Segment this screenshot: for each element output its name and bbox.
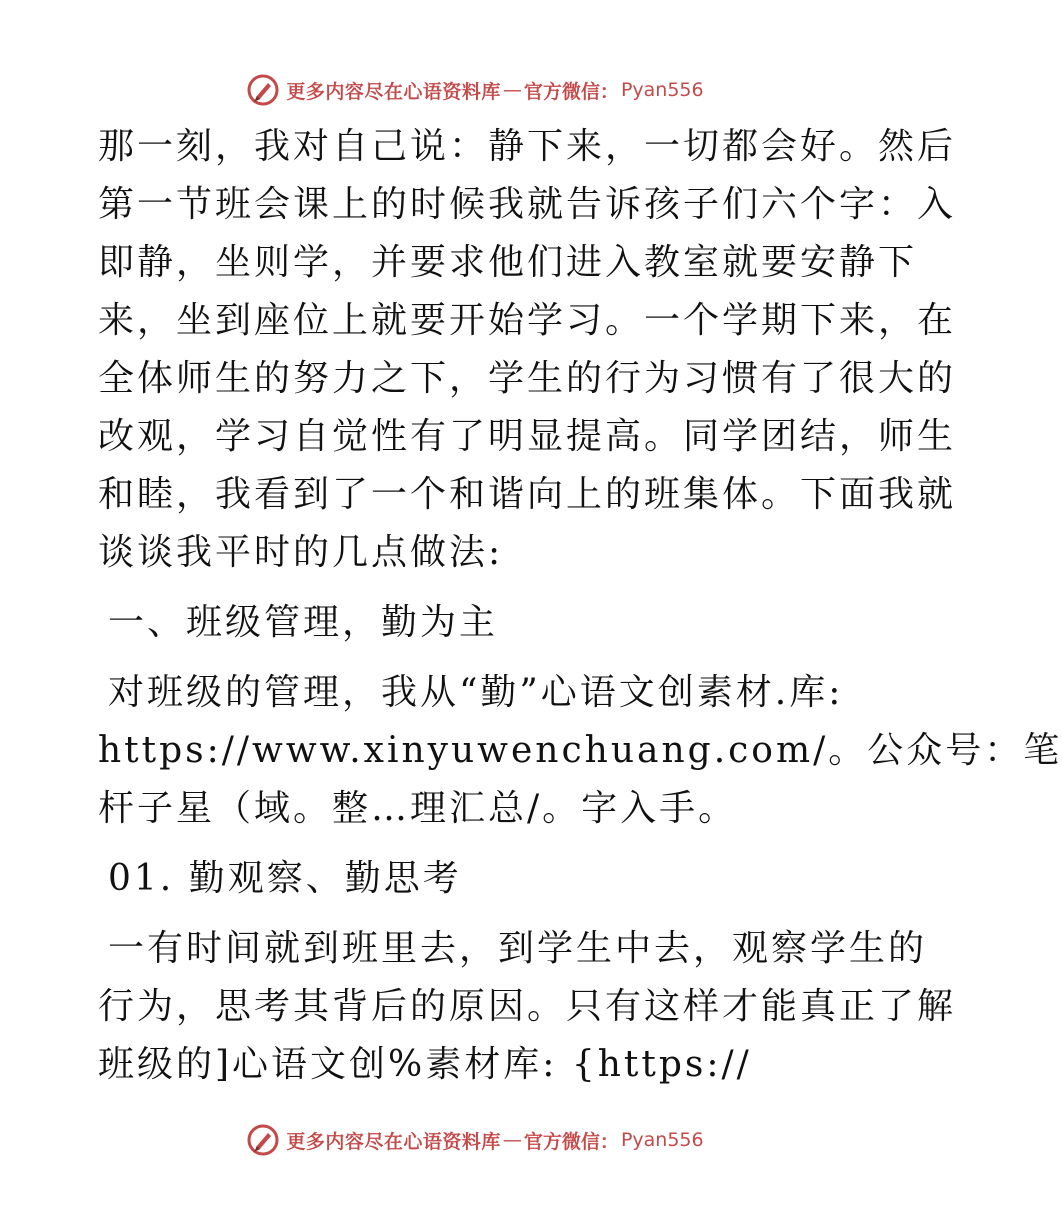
paragraph-line: 即静，坐则学，并要求他们进入教室就要安静下 bbox=[98, 242, 918, 283]
paragraph-line: 那一刻，我对自己说：静下来，一切都会好。然后 bbox=[98, 126, 957, 167]
paragraph-line: 杆子星（域。整…理汇总/。字入手。 bbox=[98, 788, 738, 829]
watermark-account-id: Pyan556 bbox=[620, 1129, 704, 1151]
watermark-separator: — bbox=[502, 79, 522, 101]
paragraph-line: https://www.xinyuwenchuang.com/。公众号：笔 bbox=[98, 730, 1062, 771]
paragraph-line: 来，坐到座位上就要开始学习。一个学期下来，在 bbox=[98, 300, 957, 341]
paragraph-1 bbox=[98, 118, 957, 582]
watermark-main-text: 更多内容尽在心语资料库 bbox=[286, 80, 501, 103]
paragraph-line: 对班级的管理，我从“勤”心语文创素材.库: bbox=[108, 672, 844, 713]
paragraph-line: 谈谈我平时的几点做法: bbox=[98, 532, 504, 573]
pen-logo-icon bbox=[246, 1123, 280, 1157]
footer-watermark bbox=[0, 1120, 950, 1160]
paragraph-line: 一有时间就到班里去，到学生中去，观察学生的 bbox=[108, 928, 928, 969]
paragraph-line: 行为，思考其背后的原因。只有这样才能真正了解 bbox=[98, 986, 957, 1027]
section-heading-2: 01. 勤观察、勤思考 bbox=[108, 858, 462, 899]
header-watermark bbox=[0, 70, 950, 110]
watermark-account-id: Pyan556 bbox=[620, 79, 704, 101]
paragraph-line: 第一节班会课上的时候我就告诉孩子们六个字：入 bbox=[98, 184, 957, 225]
paragraph-3 bbox=[98, 920, 957, 1094]
paragraph-line: 班级的]心语文创%素材库: {https:// bbox=[98, 1044, 752, 1085]
document-body bbox=[98, 118, 1062, 1094]
paragraph-line: 全体师生的努力之下，学生的行为习惯有了很大的 bbox=[98, 358, 957, 399]
watermark-main-text: 更多内容尽在心语资料库 bbox=[286, 1130, 501, 1153]
paragraph-line: 和睦，我看到了一个和谐向上的班集体。下面我就 bbox=[98, 474, 957, 515]
section-heading-1: 一、班级管理，勤为主 bbox=[108, 602, 499, 643]
pen-logo-icon bbox=[246, 73, 280, 107]
watermark-wechat-label: 官方微信： bbox=[523, 80, 619, 103]
watermark-wechat-label: 官方微信： bbox=[523, 1130, 619, 1153]
paragraph-line: 改观，学习自觉性有了明显提高。同学团结，师生 bbox=[98, 416, 957, 457]
watermark-separator: — bbox=[502, 1129, 522, 1151]
paragraph-2 bbox=[98, 664, 1062, 838]
